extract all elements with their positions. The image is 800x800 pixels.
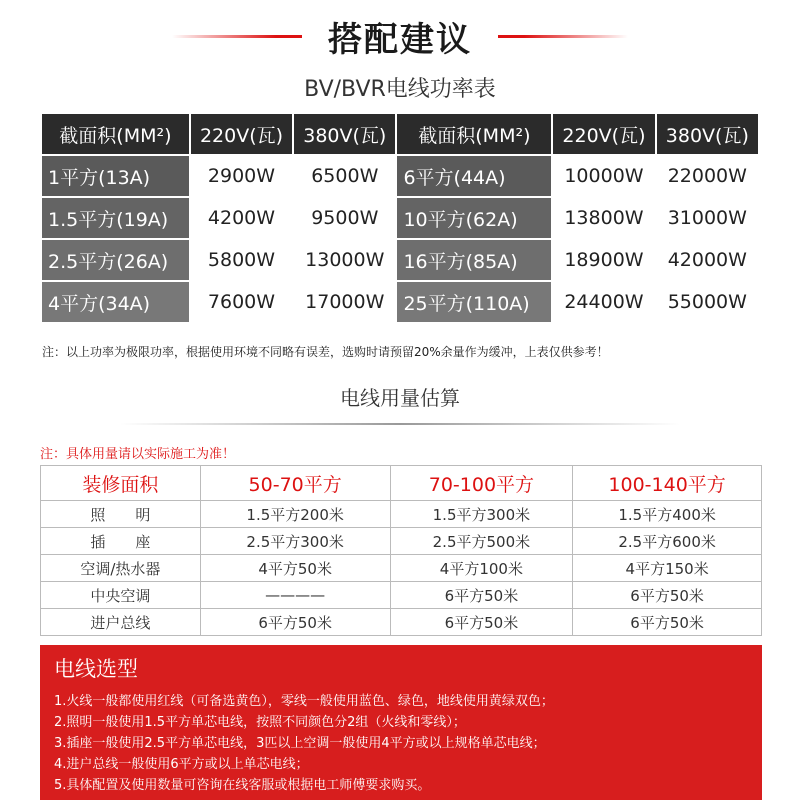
wire-selection-panel: [40, 645, 762, 800]
cell-size: 6平方(44A): [397, 156, 551, 196]
usage-note: 注：具体用量请以实际施工为准！: [40, 447, 236, 462]
table-row: [41, 555, 762, 582]
table-row: [42, 282, 758, 322]
cell-value: 1.5平方300米: [390, 501, 573, 528]
usage-section-heading: [0, 382, 800, 425]
cell-size: 2.5平方(26A): [42, 240, 189, 280]
table-row: [41, 582, 762, 609]
cell-220v: 5800W: [191, 240, 292, 280]
row-label: 空调/热水器: [41, 555, 201, 582]
header-cross-section: 截面积(MM²): [42, 114, 189, 154]
cell-220v: 18900W: [553, 240, 654, 280]
usage-header-row: [41, 466, 762, 501]
cell-value: 4平方150米: [573, 555, 762, 582]
cell-380v: 22000W: [657, 156, 758, 196]
cell-value: 2.5平方500米: [390, 528, 573, 555]
header-220v: 220V(瓦): [191, 114, 292, 154]
list-item: 3.插座一般使用2.5平方单芯电线，3匹以上空调一般使用4平方或以上规格单芯电线；: [54, 736, 546, 751]
cell-380v: 31000W: [657, 198, 758, 238]
cell-size: 10平方(62A): [397, 198, 551, 238]
table-row: [42, 198, 758, 238]
header-70-100: 70-100平方: [390, 466, 573, 501]
header-area: 装修面积: [41, 466, 201, 501]
usage-section-title: 电线用量估算: [340, 386, 460, 410]
wire-selection-list: [54, 691, 748, 796]
wire-selection-title: 电线选型: [54, 657, 138, 681]
header-220v-2: 220V(瓦): [553, 114, 654, 154]
cell-value: 6平方50米: [573, 582, 762, 609]
cell-value: 2.5平方600米: [573, 528, 762, 555]
cell-value: 6平方50米: [390, 582, 573, 609]
cell-value: 6平方50米: [390, 609, 573, 636]
header-380v: 380V(瓦): [294, 114, 395, 154]
row-label: 进户总线: [41, 609, 201, 636]
table-row: [41, 501, 762, 528]
cell-220v: 10000W: [553, 156, 654, 196]
cell-value: ————: [200, 582, 390, 609]
cell-size: 16平方(85A): [397, 240, 551, 280]
power-table: [40, 112, 760, 324]
row-label: 插 座: [41, 528, 201, 555]
power-table-note: 注：以上功率为极限功率，根据使用环境不同略有误差，选购时请预留20%余量作为缓冲，上表仅供参考！: [42, 345, 609, 359]
cell-size: 25平方(110A): [397, 282, 551, 322]
cell-size: 1.5平方(19A): [42, 198, 189, 238]
header-50-70: 50-70平方: [200, 466, 390, 501]
cell-380v: 42000W: [657, 240, 758, 280]
cell-220v: 24400W: [553, 282, 654, 322]
list-item: 1.火线一般都使用红线（可备选黄色），零线一般使用蓝色、绿色，地线使用黄绿双色；: [54, 694, 554, 709]
list-item: 4.进户总线一般使用6平方或以上单芯电线；: [54, 757, 309, 772]
cell-380v: 6500W: [294, 156, 395, 196]
row-label: 照 明: [41, 501, 201, 528]
title-decoration-left: [172, 35, 302, 38]
cell-value: 1.5平方400米: [573, 501, 762, 528]
cell-220v: 2900W: [191, 156, 292, 196]
cell-size: 4平方(34A): [42, 282, 189, 322]
cell-size: 1平方(13A): [42, 156, 189, 196]
title-row: [0, 14, 800, 58]
row-label: 中央空调: [41, 582, 201, 609]
cell-380v: 55000W: [657, 282, 758, 322]
cell-value: 4平方100米: [390, 555, 573, 582]
header-380v-2: 380V(瓦): [657, 114, 758, 154]
cell-value: 6平方50米: [573, 609, 762, 636]
cell-220v: 13800W: [553, 198, 654, 238]
cell-380v: 9500W: [294, 198, 395, 238]
title-decoration-right: [498, 35, 628, 38]
usage-table: [40, 465, 762, 636]
list-item: 5.具体配置及使用数量可咨询在线客服或根据电工师傅要求购买。: [54, 778, 431, 793]
header-cross-section-2: 截面积(MM²): [397, 114, 551, 154]
table-row: [41, 528, 762, 555]
table-row: [41, 609, 762, 636]
cell-380v: 13000W: [294, 240, 395, 280]
cell-value: 6平方50米: [200, 609, 390, 636]
cell-value: 4平方50米: [200, 555, 390, 582]
power-table-header-row: [42, 114, 758, 154]
page-title: 搭配建议: [328, 19, 472, 60]
cell-value: 1.5平方200米: [200, 501, 390, 528]
usage-section-divider: [120, 423, 680, 425]
cell-220v: 7600W: [191, 282, 292, 322]
cell-220v: 4200W: [191, 198, 292, 238]
table-row: [42, 156, 758, 196]
power-table-title: BV/BVR电线功率表: [304, 77, 496, 102]
header-100-140: 100-140平方: [573, 466, 762, 501]
list-item: 2.照明一般使用1.5平方单芯电线，按照不同颜色分2组（火线和零线）；: [54, 715, 466, 730]
table-row: [42, 240, 758, 280]
cell-value: 2.5平方300米: [200, 528, 390, 555]
cell-380v: 17000W: [294, 282, 395, 322]
